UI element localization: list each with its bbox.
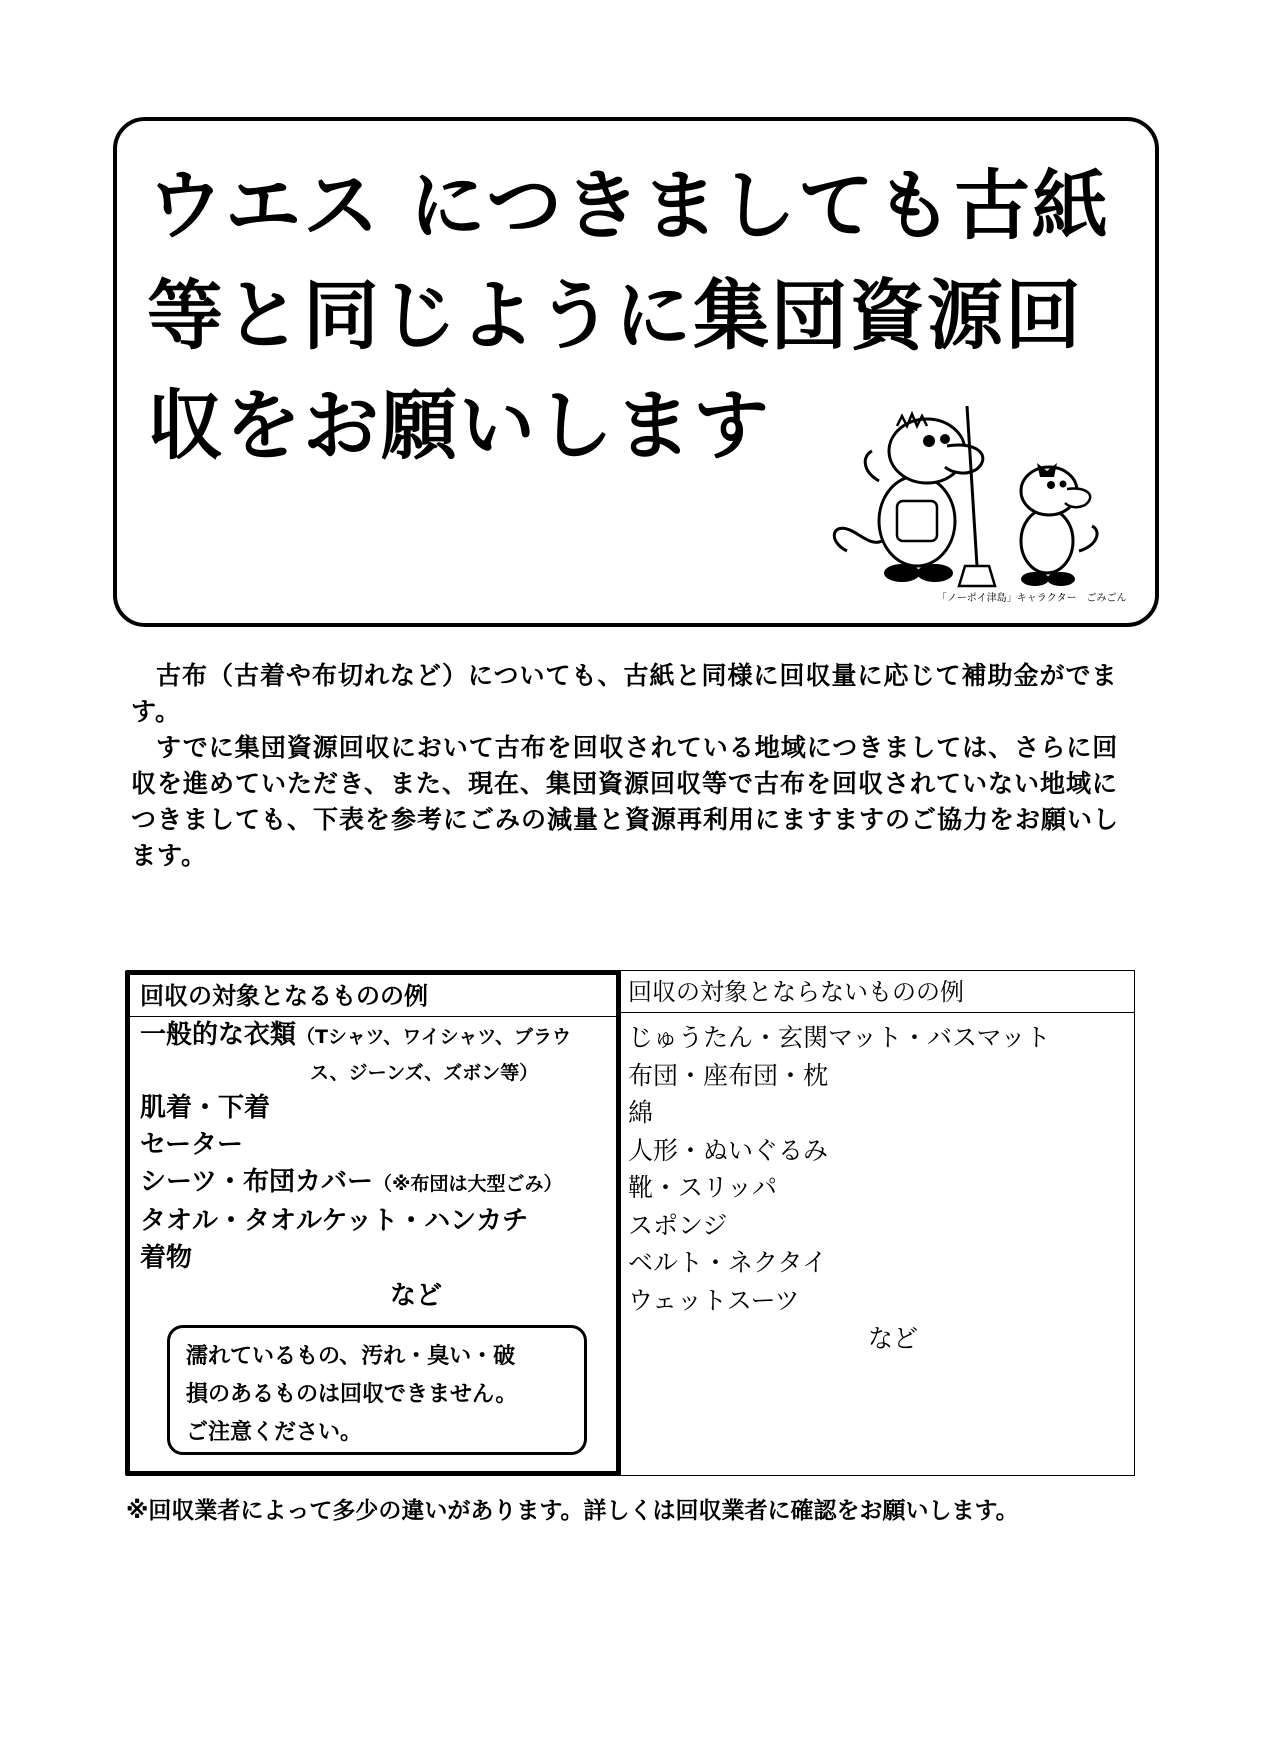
list-item: 着物 [140,1243,193,1273]
item-note: （※布団は大型ごみ） [372,1173,563,1195]
collection-table [125,970,1135,1480]
headline-box [113,117,1159,627]
rejected-etc: など [868,1324,919,1353]
list-item: ベルト・ネクタイ [628,1248,828,1277]
item-note-continued: ス、ジーンズ、ズボン等） [310,1062,539,1084]
intro-text [131,658,1141,874]
item-label: 一般的な衣類 [140,1020,297,1050]
list-item: ウェットスーツ [628,1285,800,1315]
accepted-header: 回収の対象となるものの例 [130,975,616,1017]
list-item: じゅうたん・玄関マット・バスマット [628,1023,1051,1052]
list-item: スポンジ [628,1210,728,1240]
item-note: （Tシャツ、ワイシャツ、ブラウ [296,1026,571,1048]
footnote: ※回収業者によって多少の違いがあります。詳しくは回収業者に確認をお願いします。 [126,1498,1019,1524]
accepted-column [125,970,621,1476]
list-item: 人形・ぬいぐるみ [628,1135,829,1165]
dinosaur-mascots-illustration [817,401,1117,601]
list-item: 布団・座布団・枕 [628,1060,829,1090]
list-item: セーター [140,1130,243,1160]
rejected-column [618,970,1135,1476]
intro-paragraph: 古布（古着や布切れなど）についても、古紙と同様に回収量に応じて補助金がでます。 [131,661,1118,726]
rejected-header: 回収の対象とならないものの例 [618,971,1134,1013]
list-item: 靴・スリッパ [628,1173,778,1202]
caution-box: 濡れているもの、汚れ・臭い・破 損のあるものは回収できません。 ご注意ください。 [167,1325,587,1455]
item-label: シーツ・布団カバー [140,1167,373,1197]
accepted-etc: など [390,1281,443,1311]
headline: ウエス につきましても古紙 等と同じように集団資源回 収をお願いします [147,161,1110,470]
list-item: 綿 [628,1098,654,1127]
accepted-list [130,1017,616,1277]
rejected-list [618,1013,1134,1319]
intro-paragraph: すでに集団資源回収において古布を回収されている地域につきましては、さらに回収を進めていただき、また、現在、集団資源回収等で古布を回収されていない地域につきましても、下表を参考にごみの減量と資源再利用にますますのご協力をお願いします。 [131,733,1120,870]
mascot-caption: 「ノーポイ津島」キャラクター ごみごん [937,593,1127,604]
list-item [140,1164,616,1203]
list-item [140,1017,616,1090]
list-item: タオル・タオルケット・ハンカチ [140,1206,529,1236]
list-item: 肌着・下着 [140,1093,271,1123]
